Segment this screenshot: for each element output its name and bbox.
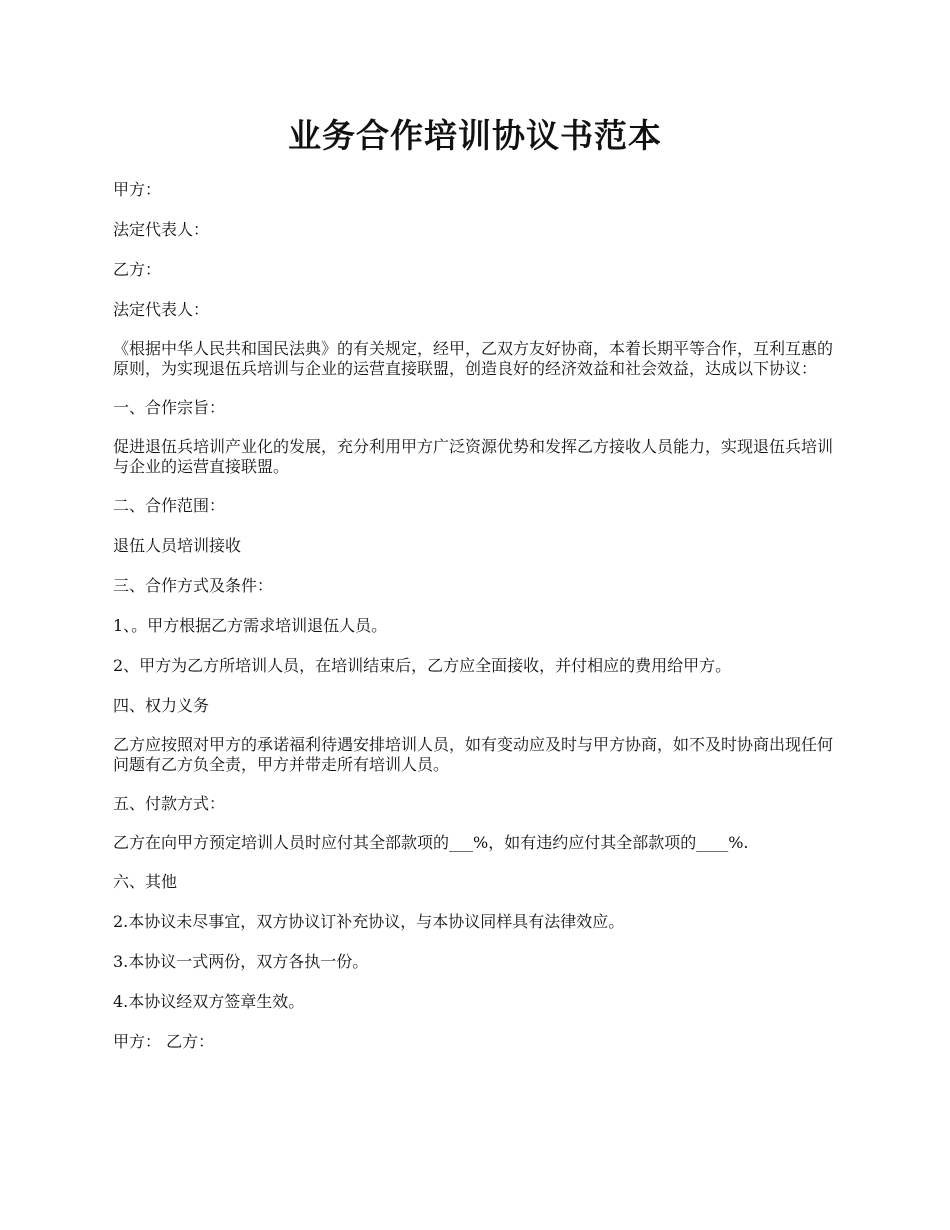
party-b-representative-line: 法定代表人： xyxy=(113,300,210,319)
party-a-line: 甲方： xyxy=(113,180,162,199)
other-item-4: 4.本协议经双方签章生效。 xyxy=(113,992,305,1011)
document-title: 业务合作培训协议书范本 xyxy=(288,116,662,155)
rights-paragraph: 乙方应按照对甲方的承诺福利待遇安排培训人员，如有变动应及时与甲方协商，如不及时协商出现任何问题有乙方负全责，甲方并带走所有培训人员。 xyxy=(113,735,834,774)
section-heading-purpose: 一、合作宗旨： xyxy=(113,398,226,417)
purpose-paragraph: 促进退伍兵培训产业化的发展，充分利用甲方广泛资源优势和发挥乙方接收人员能力，实现退伍兵培训与企业的运营直接联盟。 xyxy=(113,437,834,476)
other-item-2: 2.本协议未尽事宜，双方协议订补充协议，与本协议同样具有法律效应。 xyxy=(113,912,625,931)
party-a-representative-line: 法定代表人： xyxy=(113,220,210,239)
scope-paragraph: 退伍人员培训接收 xyxy=(113,536,242,555)
party-b-line: 乙方： xyxy=(113,260,162,279)
section-heading-other: 六、其他 xyxy=(113,872,178,891)
preamble-paragraph: 《根据中华人民共和国民法典》的有关规定，经甲，乙双方友好协商，本着长期平等合作，互利互惠的原则，为实现退伍兵培训与企业的运营直接联盟，创造良好的经济效益和社会效益，达成以下协议： xyxy=(113,339,834,378)
payment-paragraph: 乙方在向甲方预定培训人员时应付其全部款项的___%，如有违约应付其全部款项的____%. xyxy=(113,833,749,852)
section-heading-method: 三、合作方式及条件： xyxy=(113,576,274,595)
document-body xyxy=(113,179,848,1071)
other-item-3: 3.本协议一式两份，双方各执一份。 xyxy=(113,952,369,971)
method-item-2: 2、甲方为乙方所培训人员，在培训结束后，乙方应全面接收，并付相应的费用给甲方。 xyxy=(113,656,732,675)
signature-line: 甲方： 乙方： xyxy=(113,1032,215,1051)
section-heading-rights: 四、权力义务 xyxy=(113,696,210,715)
method-item-1: 1、。甲方根据乙方需求培训退伍人员。 xyxy=(113,616,388,635)
section-heading-payment: 五、付款方式： xyxy=(113,794,226,813)
section-heading-scope: 二、合作范围： xyxy=(113,496,226,515)
